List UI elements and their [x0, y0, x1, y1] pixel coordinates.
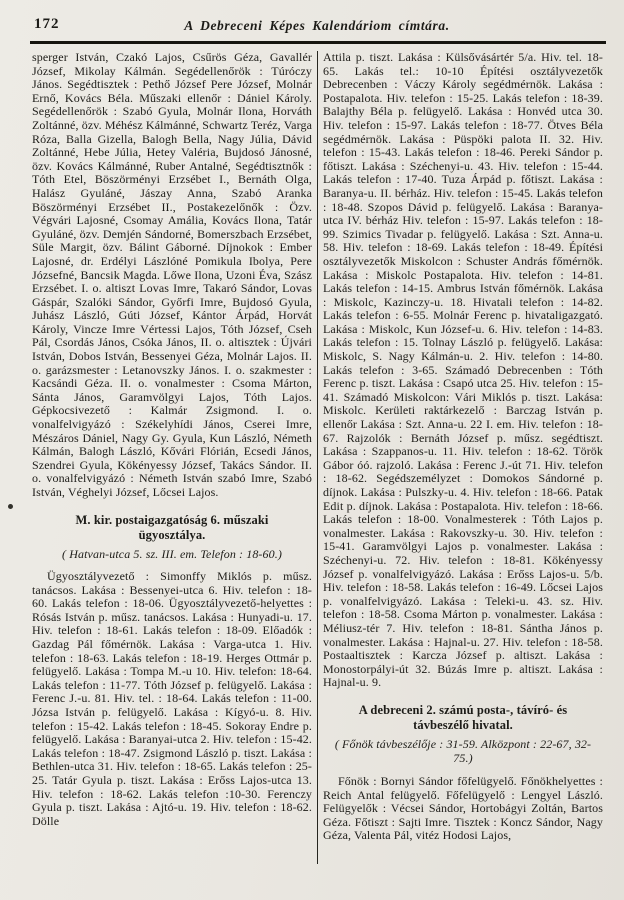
right-column-directory-paragraph: Attila p. tiszt. Lakása : Külsővásártér 5/a. Hiv. tel. 18-65. Lakás tel.: 10-10 Építési osztályvezetők Debrecenben : Váczy Károly segédmérnök. Lakása : Postapalota. Hiv. telefon : 15-25. Lakás telefon : 18-39. Balajthy Béla p. felügyelő. Lakása : Honvéd utca 30. Hiv. telefon : 15-97. Lakás telefon : 18-77. Ötves Béla segédmérnök. Lakása : Püspöki palota II. 32. Hiv. telefon : 15-43. Lakás telefon : 18-46. Pereki Sándor p. főtiszt. Lakása : Széchenyi-u. 43. Hiv. telefon : 15-44. Lakás telefon : 17-40. Tuza Árpád p. főtiszt. Lakása : Baranya-u. II. bérház. Hiv. telefon : 15-45. Lakás telefon : 18-48. Szopos Dávid p. felügyelő. Lakása : Baranya-utca IV. bérház Hiv. telefon : 15-97. Lakás telefon : 18-99. Szimics Tivadar p. felügyelő. Lakása : Szt. Anna-u. 58. Hiv. telefon : 18-69. Lakás telefon : 18-49. Építési osztályvezetők Miskolcon : Schuster András főmérnök. Lakása : Miskolc Postapalota. Hiv. telefon : 14-81. Lakás telefon : 14-15. Ambrus István főmérnök. Lakása : Miskolc, Kazinczy-u. 18. Hivatali telefon : 14-82. Lakás telefon : 6-55. Molnár Ferenc p. hivataligazgató. Lakása : Miskolc, Kun József-u. 6. Hiv. telefon : 14-83. Lakás telefon : 15. Tolnay László p. felügyelő. Lakása: Miskolc, S. Nagy Kálmán-u. 2. Hiv. telefon : 14-80. Lakás telefon : 3-65. Számadó Debrecenben : Tóth Ferenc p. tiszt. Lakása : Csapó utca 25. Hiv. telefon : 15-41. Számadó Miskolcon: Vári Miklós p. tiszt. Lakása: Miskolc. Kerületi raktárkezelő : Barczag István p. ellenőr Lakása : Szt. Anna-u. 22 I. em. Hiv. telefon : 18-67. Rajzolók : Bernáth József p. műsz. segédtiszt. Lakása : Szappanos-u. 11. Hiv. telefon : 18-62. Török Gábor óó. rajzoló. Lakása : Ferenc J.-út 71. Hiv. telefon : 18-62. Segédszemélyzet : Domokos Sándorné p. díjnok. Lakása : Pulszky-u. 4. Hiv. telefon : 18-66. Patak Edit p. díjnok. Lakása : Postapalota. Hiv. telefon : 18-66. Lakás telefon : 18-00. Vonalmesterek : Tóth Lajos p. vonalmester. Lakása : Rakovszky-u. 30. Hiv. telefon : 15-41. Garamvölgyi Lajos p. vonalmester. Lakása : Széchenyi-u. 72. Hiv. telefon : 18-81. Kökényessy József p. vonalfelvigyázó. Lakása : Erőss Lajos-u. 5/b. Hiv. telefon : 18-58. Lakás telefon : 16-49. Lőcsei Lajos p. vonalfelvigyázó. Lakása : Teleki-u. 43. sz. Hiv. telefon : 18-58. Csoma Márton p. vonalmester. Lakása : Méliusz-tér 7. Hiv. telefon : 18-81. Sántha János p. vonalmester. Lakása : Hajnal-u. 27. Hiv. telefon : 18-58. Postaaltisztek : Karcza József p. altiszt. Lakása : Monostorpályi-út 32. Búzás Imre p. altiszt. Lakása : Hajnal-u. 9. — [323, 50, 603, 690]
page-header — [32, 12, 602, 40]
left-column-section-heading: M. kir. postaigazgatóság 6. műszaki ügyosztálya. — [75, 512, 269, 543]
right-column-section-subheading: ( Főnök távbeszélője : 31-59. Alközpont : 22-67, 32-75.) — [334, 736, 592, 766]
ink-spot — [8, 504, 13, 509]
text-columns — [32, 51, 606, 892]
header-rule — [30, 41, 606, 44]
column-divider — [317, 51, 318, 864]
right-column-personnel-paragraph: Főnök : Bornyi Sándor főfelügyelő. Főnökhelyettes : Reich Antal felügyelő. Főfelügyelő : Lengyel László. Felügyelők : Vécsei Sándor, Hortobágyi Zoltán, Bartos Géza. Főtiszt : Sajti Imre. Tisztek : Koncz Sándor, Nagy Géza, Valenta Pál, vitéz Hodosi Lajos, — [323, 773, 603, 843]
left-column-personnel-paragraph: sperger István, Czakó Lajos, Csűrös Géza, Gavallér József, Mikolay Kálmán. Segédellenőrök : Túróczy János. Segédtisztek : Pethő József Pere József, Molnár Ernő, Kovács Béla. Műszaki ellenőr : Dániel Károly. Segédellenőrök : Szabó Gyula, Molnár Ilona, Horváth Zoltánné, özv. Méhész Kálmánné, Schwartz Teréz, Varga Róza, Balla Gizella, Balogh Bella, Nagy Júlia, Dávid Zoltánné, Hebe Júlia, Hetey Valéria, Bujdosó Jánosné, özv. Kovács Kálmánné, Ruber Antalné, Segédtisztnők : Tóth Etel, Böszörményi Erzsébet I., Bernáth Olga, Halász Gyuláné, Jászay Anna, Szabó Aranka Böszörményi Erzsébet II., Postakezelőnők : Özv. Végvári Lajosné, Csomay Amália, Kovács Ilona, Tatár Gyuláné, özv. Demjén Sándorné, Bomerszbach Erzsébet, Süle Margit, özv. Bálint Gáborné. Díjnokok : Ember Lajosné, dr. Erdélyi Lászlóné Pomikula Ibolya, Pere Józsefné, Bancsik Magda. Lőwe Ilona, Uzoni Éva, Szász Erzsébet. I. o. altiszt Lovas Imre, Takaró Sándor, Lovas Gáspár, Szalóki Sándor, Győrfi Imre, Bujdosó Gyula, Juhász László, Gúti József, Kántor Árpád, Horvát Károly, Vincze Imre Vértessi Lajos, Tóth József, Cseh Pál, Csordás János, Csóka János, II. o. altisztek : Újvári István, Dobos István, Bessenyei Géza, Molnár Lajos. II. o. garázsmester : Letanovszky János. I. o. szakmester : Kacsándi Géza. II. o. vonalmester : Csoma Márton, Sánta János, Garamvölgyi Lajos, Tóth Lajos. Gépkocsivezető : Kalmár Zsigmond. I. o. vonalfelvigyázó : Székelyhídi János, Cserei Imre, Mészáros Dániel, Nagy Gy. Gyula, Kun László, Németh Kálmán, Balogh László, Kővári Flórián, Ecsedi János, Szendrei Gyula, Kökényessy József, Takács Sándor. II. o. vonalfelvigyázó : Németh István szabó Imre, Szabó István, Véghelyi József, Lőcsei Lajos. — [32, 50, 312, 499]
left-column-section-subheading: ( Hatvan-utca 5. sz. III. em. Telefon : 18-60.) — [62, 546, 282, 561]
page-number: 172 — [34, 16, 60, 32]
right-column-section-heading: A debreceni 2. számú posta-, távíró- és távbeszélő hivatal. — [358, 702, 568, 733]
left-column-directory-paragraph: Ügyosztályvezető : Simonffy Miklós p. műsz. tanácsos. Lakása : Bessenyei-utca 6. Hiv. telefon : 18-60. Lakás telefon : 18-06. Ügyosztályvezető-helyettes : Rósás István p. műsz. tanácsos. Lakása : Hunyadi-u. 17. Hiv. telefon : 18-61. Lakás telefon : 18-09. Előadók : Gazdag Pál főmérnök. Lakása : Varga-utca 1. Hiv. telefon : 18-63. Lakás telefon : 18-19. Herges Ottmár p. felügyelő. Lakása : Tompa M.-u 10. Hiv. telefon: 18-64. Lakás telefon : 11-77. Tóth József p. felügyelő. Lakása : Ferenc J.-u. 81. Hiv. tel. : 18-64. Lakás telefon : 11-00. Józsa István p. felügyelő. Lakása : Kígyó-u. 8. Hiv. telefon : 15-42. Lakás telefon : 18-45. Sokoray Endre p. felügyelő. Lakása : Baranyai-utca 2. Hiv. telefon : 15-42. Lakás telefon : 18-47. Zsigmond László p. tiszt. Lakása : Bethlen-utca 31. Hiv. telefon : 18-65. Lakás telefon : 25-25. Tatár Gyula p. tiszt. Lakása : Erőss Lajos-utca 13. Hiv. telefon : 18-62. Lakás telefon :10-30. Ferenczy Gyula p. tiszt. Lakása : Ajtó-u. 19. Hiv. telefon : 18-62. Dölle — [32, 569, 312, 828]
left-column — [32, 51, 312, 892]
running-title: A Debreceni Képes Kalendáriom címtára. — [184, 18, 450, 33]
right-column — [323, 51, 603, 892]
